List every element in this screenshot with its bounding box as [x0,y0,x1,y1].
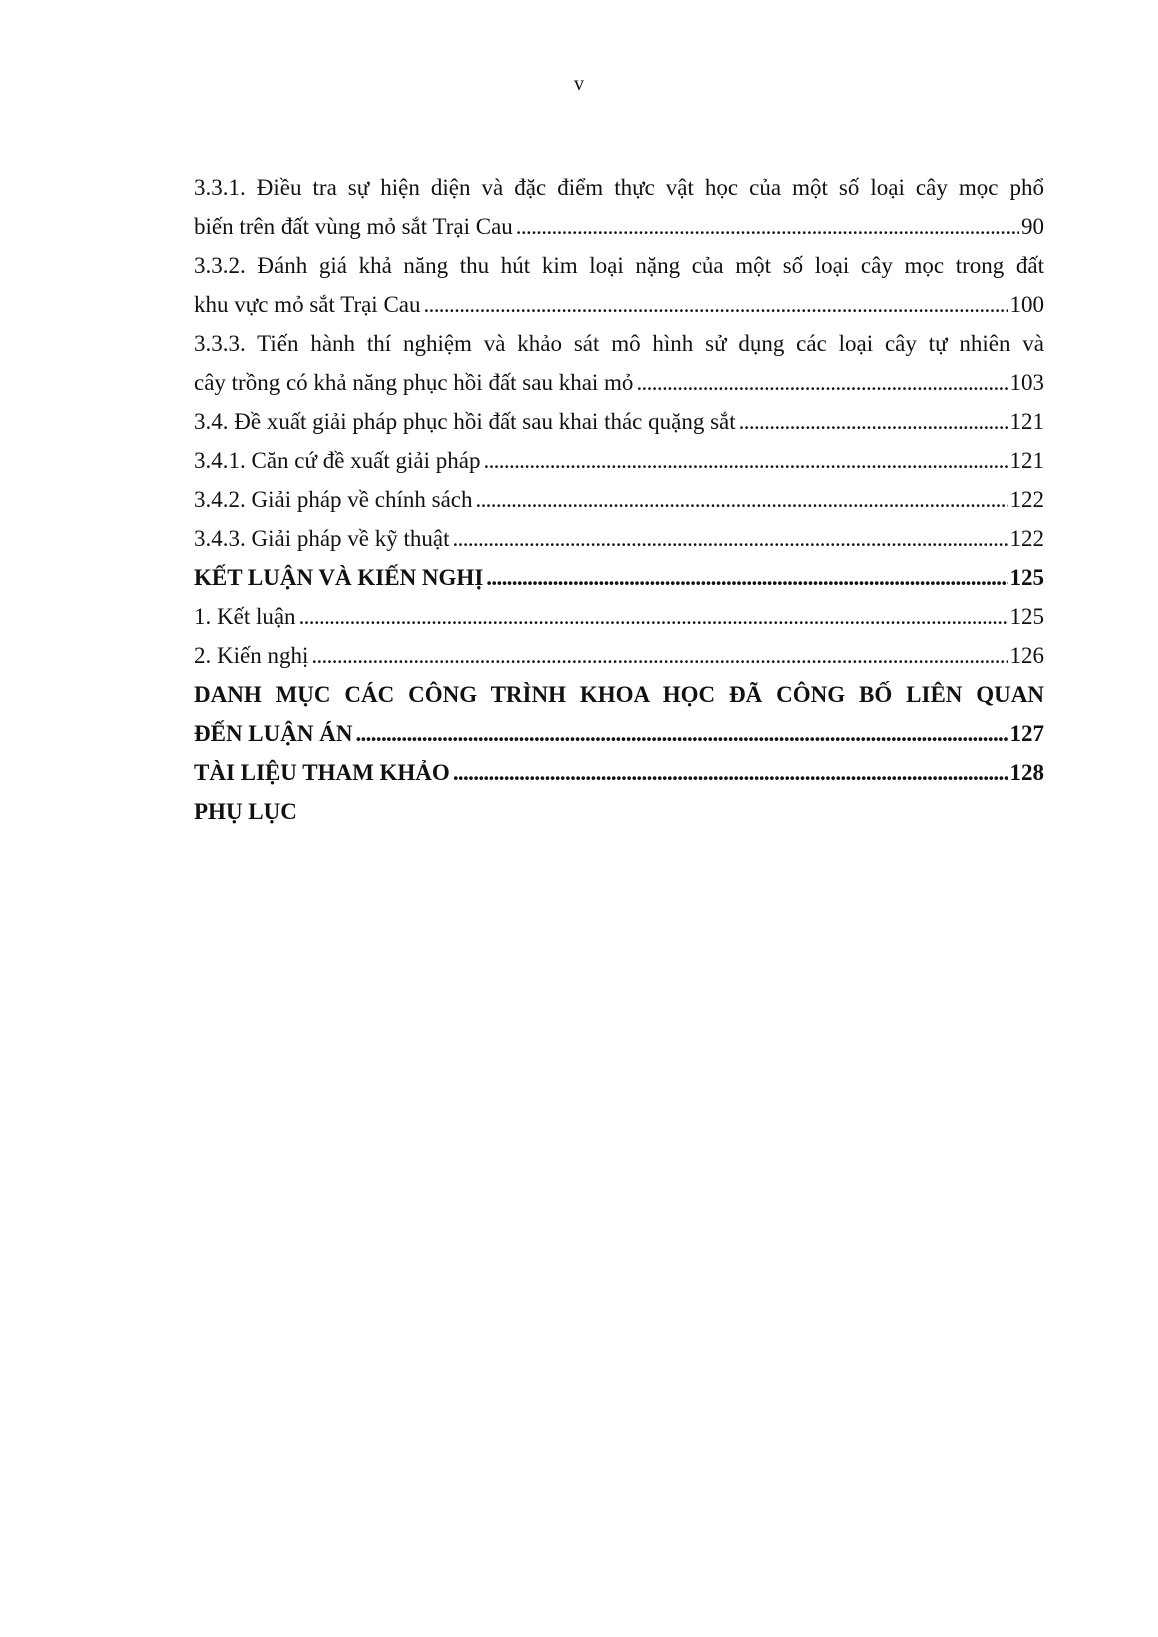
toc-entry-row [194,480,1044,519]
toc-entry[interactable] [194,246,1044,324]
toc-page-number: 128 [1009,760,1044,785]
toc-entry-title: KẾT LUẬN VÀ KIẾN NGHỊ [194,565,484,590]
toc-entry-title: cây trồng có khả năng phục hồi đất sau khai mỏ [194,370,634,395]
toc-entry[interactable] [194,441,1044,480]
dot-leader [486,558,1007,597]
toc-entry-row [194,558,1044,597]
toc-entry[interactable] [194,402,1044,441]
toc-entry-row [194,207,1044,246]
toc-entry[interactable] [194,480,1044,519]
toc-entry-title-line: DANH MỤC CÁC CÔNG TRÌNH KHOA HỌC ĐÃ CÔNG BỐ LIÊN QUAN [194,682,1044,707]
toc-entry-title: biến trên đất vùng mỏ sắt Trại Cau [194,214,513,239]
toc-page-number: 121 [1009,448,1044,473]
toc-entry-title: khu vực mỏ sắt Trại Cau [194,292,421,317]
dot-leader [424,285,1008,324]
dot-leader [483,441,1007,480]
toc-entry-title-line: 3.3.1. Điều tra sự hiện diện và đặc điểm thực vật học của một số loại cây mọc phổ [194,175,1044,200]
dot-leader [475,480,1007,519]
toc-entry[interactable] [194,597,1044,636]
dot-leader [355,714,1007,753]
toc-page-number: 100 [1009,292,1044,317]
toc-entry-row [194,519,1044,558]
page-number: v [574,73,584,95]
toc-page-number: 121 [1009,409,1044,434]
toc-entry[interactable] [194,636,1044,675]
toc-entry-row [194,714,1044,753]
toc-entry-row [194,363,1044,402]
toc-page-number: 125 [1009,604,1044,629]
toc-entry-row [194,597,1044,636]
toc-page-number: 103 [1009,370,1044,395]
dot-leader [516,207,1019,246]
dot-leader [453,519,1008,558]
dot-leader [311,636,1007,675]
toc-entry-title: 3.4.3. Giải pháp về kỹ thuật [194,526,450,551]
toc-entry-row [194,753,1044,792]
toc-page-number: 122 [1009,487,1044,512]
toc-entry-title: 2. Kiến nghị [194,643,309,668]
toc-entry[interactable] [194,792,1044,831]
toc-entry[interactable] [194,324,1044,402]
toc-entry-title: PHỤ LỤC [194,799,297,824]
toc-entry-row [194,402,1044,441]
toc-entry[interactable] [194,753,1044,792]
toc-page-number: 90 [1021,214,1044,239]
dot-leader [299,597,1008,636]
dot-leader [453,753,1008,792]
toc-entry-title: 1. Kết luận [194,604,296,629]
toc-entry[interactable] [194,519,1044,558]
toc-entry-title: 3.4.1. Căn cứ đề xuất giải pháp [194,448,481,473]
toc-entry-title-line: 3.3.3. Tiến hành thí nghiệm và khảo sát mô hình sử dụng các loại cây tự nhiên và [194,331,1044,356]
toc-entry-title: 3.4.2. Giải pháp về chính sách [194,487,473,512]
toc-page-number: 122 [1009,526,1044,551]
toc-entry-row [194,441,1044,480]
dot-leader [739,402,1008,441]
toc-page-number: 126 [1009,643,1044,668]
toc-entry[interactable] [194,675,1044,753]
toc-entry-title: 3.4. Đề xuất giải pháp phục hồi đất sau khai thác quặng sắt [194,409,736,434]
toc-entry-title-line: 3.3.2. Đánh giá khả năng thu hút kim loại nặng của một số loại cây mọc trong đất [194,253,1044,278]
toc-entry[interactable] [194,168,1044,246]
toc-entry-title: ĐẾN LUẬN ÁN [194,721,353,746]
table-of-contents [194,168,1044,831]
toc-entry-row [194,636,1044,675]
toc-entry-title: TÀI LIỆU THAM KHẢO [194,760,450,785]
toc-entry-row [194,792,1044,831]
toc-page-number: 127 [1009,721,1044,746]
toc-entry-row [194,285,1044,324]
toc-entry[interactable] [194,558,1044,597]
toc-page-number: 125 [1009,565,1044,590]
dot-leader [636,363,1007,402]
